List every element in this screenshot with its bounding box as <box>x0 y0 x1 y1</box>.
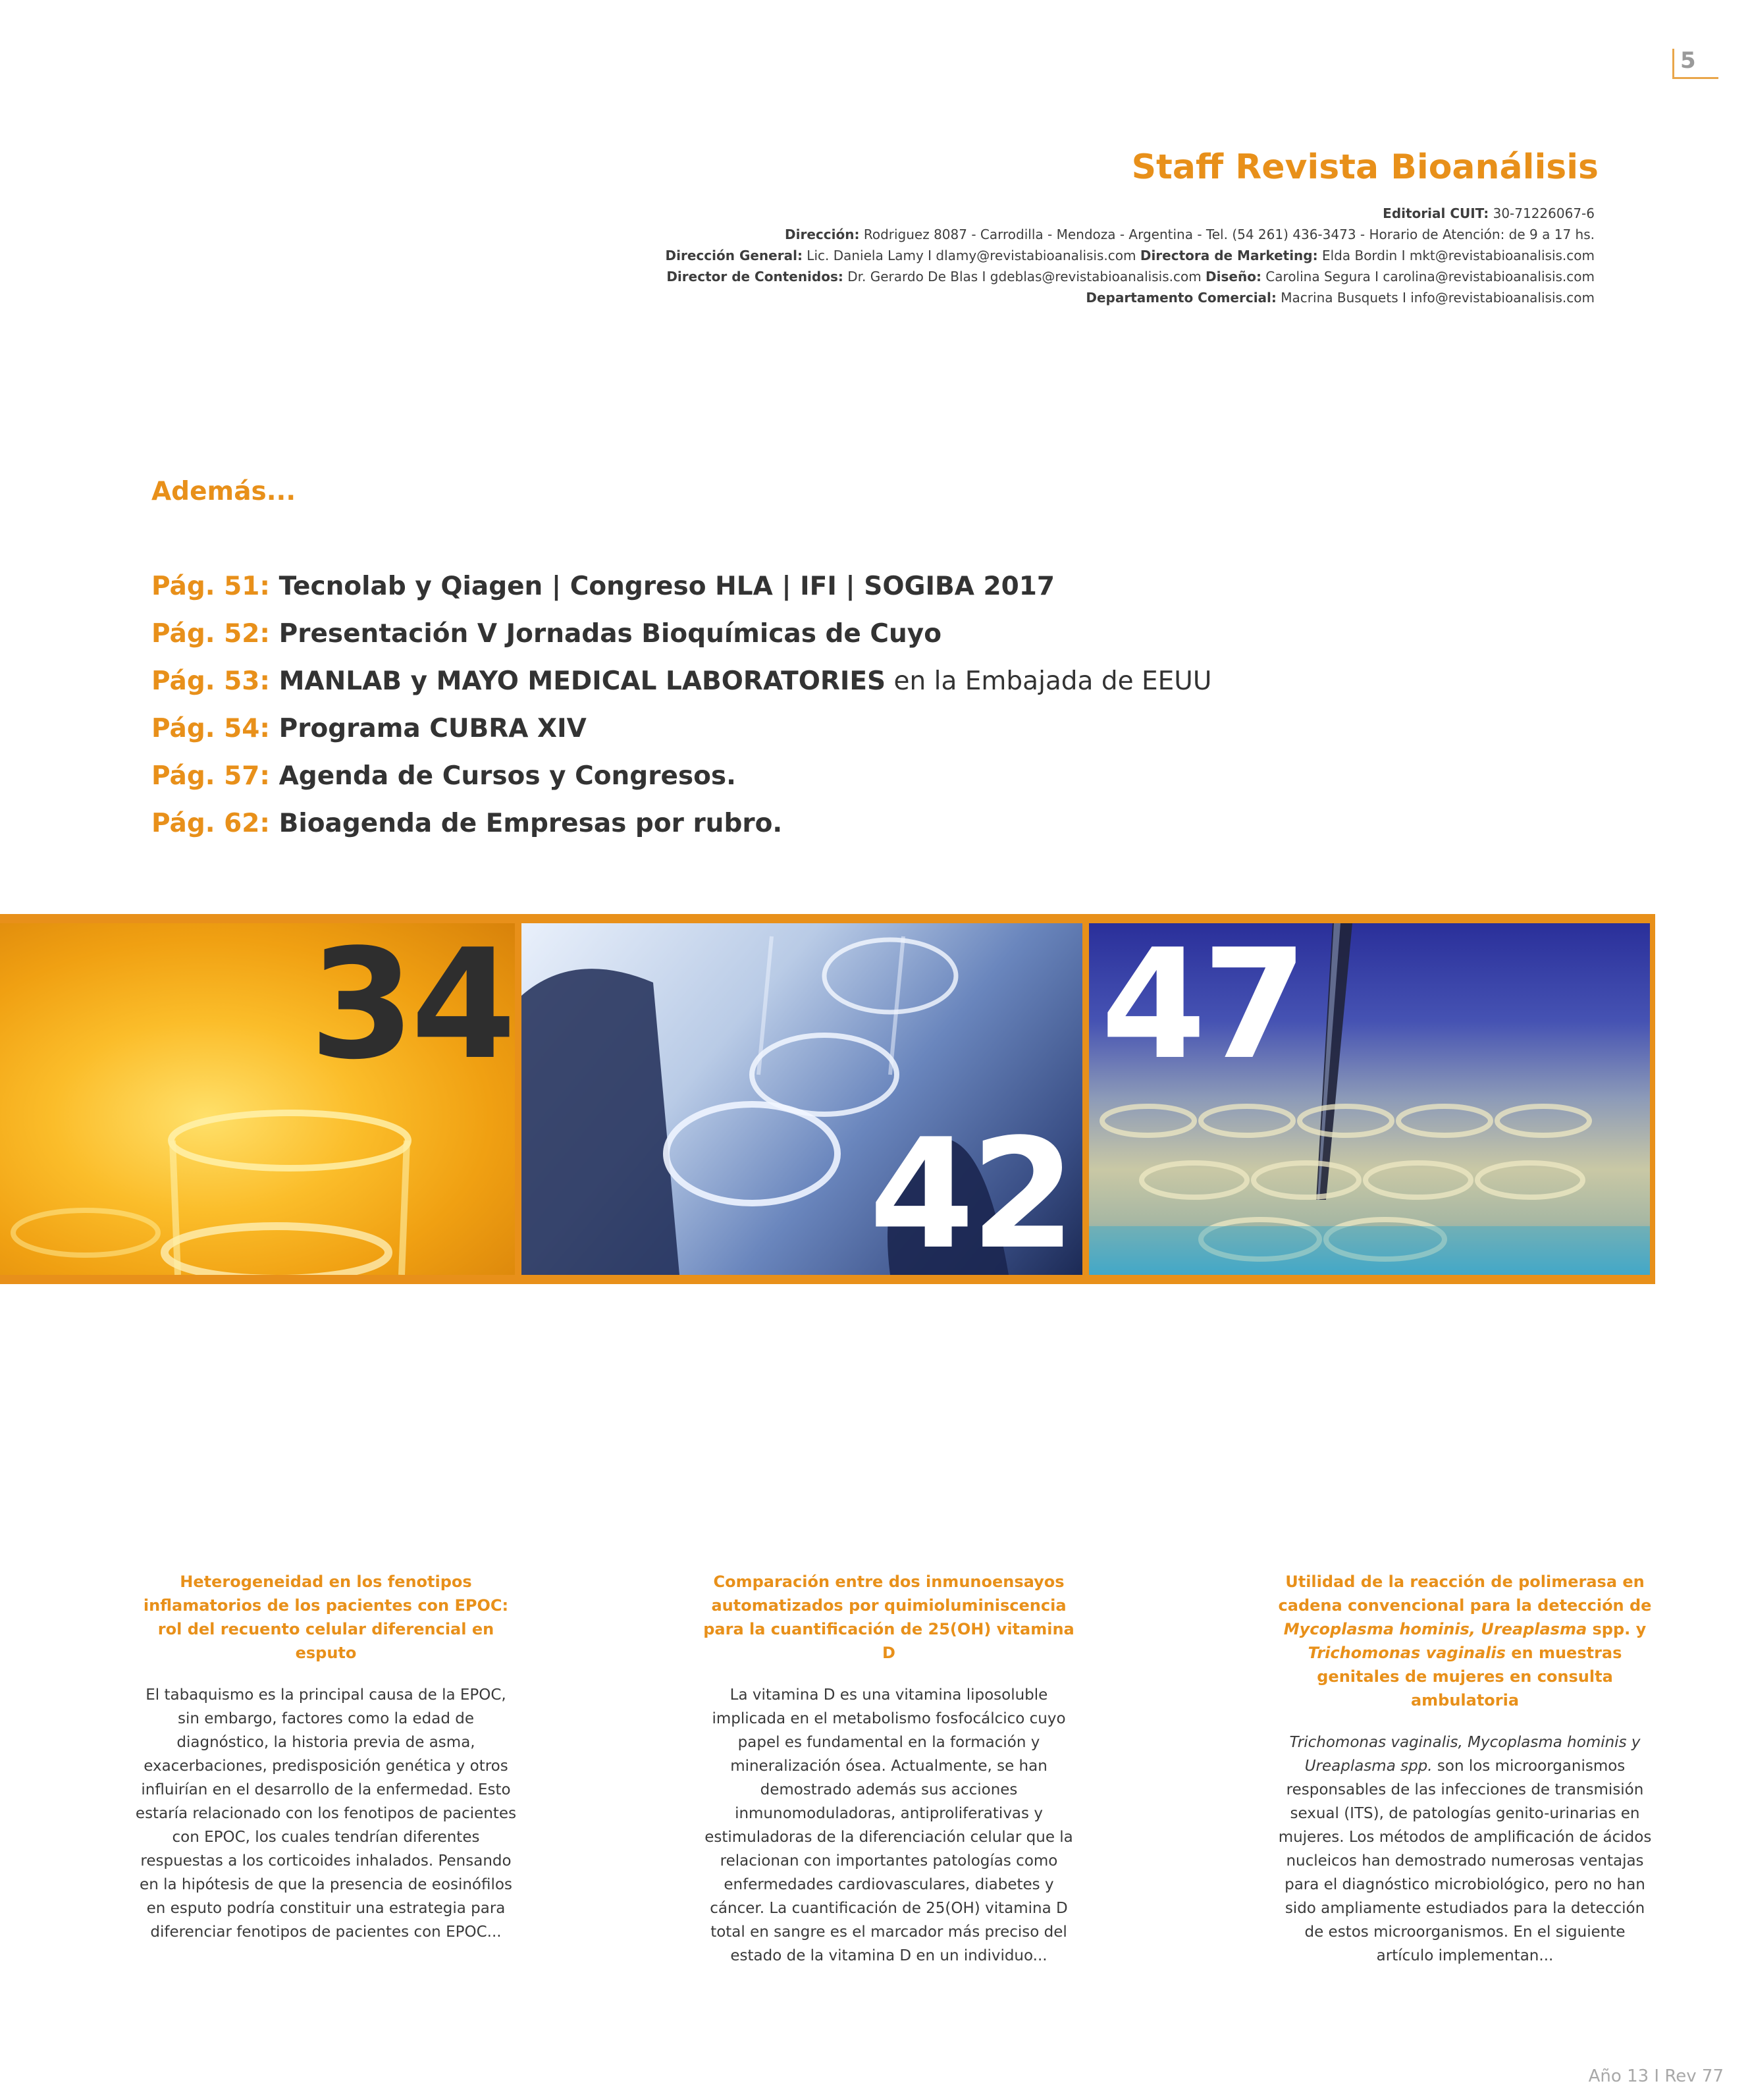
staff-line-contenidos <box>666 269 1595 284</box>
index-page: Pág. 62: <box>151 809 271 838</box>
staff-label: Diseño: <box>1206 269 1261 284</box>
staff-line-cuit <box>1383 205 1595 221</box>
index-item <box>151 714 587 743</box>
article-body-species: Trichomonas vaginalis, Mycoplasma hominis y Ureaplasma spp. <box>1289 1734 1641 1775</box>
staff-line-comercial <box>1086 290 1595 306</box>
index-item <box>151 619 941 649</box>
index-text: Agenda de Cursos y Congresos. <box>270 761 736 791</box>
article-title: Heterogeneidad en los fenotipos inflamatorios de los pacientes con EPOC: rol del recuento celular diferencial en esputo <box>143 1573 509 1662</box>
staff-value: Macrina Busquets I info@revistabioanalisis.com <box>1276 290 1595 306</box>
article-title <box>1274 1570 1656 1712</box>
staff-value: Elda Bordin I mkt@revistabioanalisis.com <box>1317 248 1595 263</box>
staff-label: Dirección General: <box>665 248 803 263</box>
staff-label: Editorial CUIT: <box>1383 205 1489 221</box>
staff-label: Dirección: <box>785 227 860 242</box>
article-mycoplasma <box>1274 1570 1656 1968</box>
staff-label: Departamento Comercial: <box>1086 290 1277 306</box>
staff-value: Lic. Daniela Lamy I dlamy@revistabioanalisis.com <box>802 248 1140 263</box>
article-body-text: son los microorganismos responsables de las infecciones de transmisión sexual (ITS), de patologías genito-urinarias en mujeres. Los métodos de amplificación de ácidos nucleicos han demostrado numerosas ventajas para el diagnóstico microbiológico, pero no han sido ampliamente estudiados para la detección de estos microorganismos. En el siguiente artículo implementan... <box>1278 1758 1652 1964</box>
index-item <box>151 572 1055 601</box>
staff-value: 30-71226067-6 <box>1489 205 1595 221</box>
page-number: 5 <box>1680 47 1696 74</box>
index-item <box>151 761 736 791</box>
article-body <box>1274 1731 1656 1968</box>
staff-value: Rodriguez 8087 - Carrodilla - Mendoza - Argentina - Tel. (54 261) 436-3473 - Horario de Atención: de 9 a 17 hs. <box>859 227 1595 242</box>
index-text: Tecnolab y Qiagen | Congreso HLA | IFI | SOGIBA 2017 <box>270 572 1055 601</box>
index-text: MANLAB y MAYO MEDICAL LABORATORIES <box>270 666 886 696</box>
article-title-part: en muestras genitales de mujeres en consulta ambulatoria <box>1317 1644 1622 1710</box>
index-item <box>151 666 1211 696</box>
article-title-part: spp. y <box>1587 1620 1647 1638</box>
corner-rule-vertical <box>1672 49 1674 79</box>
page-number-47: 47 <box>1101 917 1304 1093</box>
staff-line-address <box>785 227 1595 242</box>
article-epoc <box>135 1570 517 1944</box>
article-title: Comparación entre dos inmunoensayos automatizados por quimioluminiscencia para la cuantificación de 25(OH) vitamina D <box>703 1573 1074 1662</box>
staff-title: Staff Revista Bioanálisis <box>1131 148 1599 187</box>
index-page: Pág. 54: <box>151 714 271 743</box>
article-title-part: Utilidad de la reacción de polimerasa en cadena convencional para la detección de <box>1278 1573 1652 1615</box>
index-page: Pág. 52: <box>151 619 271 649</box>
staff-value: Carolina Segura I carolina@revistabioanalisis.com <box>1261 269 1595 284</box>
issue-footer: Año 13 I Rev 77 <box>1588 2066 1724 2086</box>
staff-line-direccion-general <box>666 248 1595 263</box>
index-text: Bioagenda de Empresas por rubro. <box>270 809 783 838</box>
index-page: Pág. 53: <box>151 666 271 696</box>
index-text: Presentación V Jornadas Bioquímicas de Cuyo <box>270 619 942 649</box>
page-number-34: 34 <box>309 917 513 1093</box>
staff-value: Dr. Gerardo De Blas I gdeblas@revistabioanalisis.com <box>843 269 1206 284</box>
staff-label: Director de Contenidos: <box>666 269 843 284</box>
index-text-suffix: en la Embajada de EEUU <box>886 666 1212 696</box>
article-title-species: Mycoplasma hominis, Ureaplasma <box>1283 1620 1587 1638</box>
article-body: La vitamina D es una vitamina liposoluble implicada en el metabolismo fosfocálcico cuyo papel es fundamental en la formación y mineralización ósea. Actualmente, se han demostrado además sus acciones inmunomoduladoras, antiproliferativas y estimuladoras de la diferenciación celular que la relacionan con importantes patologías como enfermedades cardiovasculares, diabetes y cáncer. La cuantificación de 25(OH) vitamina D total en sangre es el marcador más preciso del estado de la vitamina D en un individuo... <box>704 1686 1073 1964</box>
staff-label: Directora de Marketing: <box>1140 248 1318 263</box>
index-page: Pág. 51: <box>151 572 271 601</box>
article-vitamina-d <box>698 1570 1080 1968</box>
index-item <box>151 809 782 838</box>
index-text: Programa CUBRA XIV <box>270 714 587 743</box>
article-title-species: Trichomonas vaginalis <box>1308 1644 1506 1662</box>
article-body: El tabaquismo es la principal causa de la EPOC, sin embargo, factores como la edad de diagnóstico, la historia previa de asma, exacerbaciones, predisposición genética y otros influirían en el desarrollo de la enfermedad. Esto estaría relacionado con los fenotipos de pacientes con EPOC, los cuales tendrían diferentes respuestas a los corticoides inhalados. Pensando en la hipótesis de que la presencia de eosinófilos en esputo podría constituir una estrategia para diferenciar fenotipos de pacientes con EPOC... <box>135 1686 517 1941</box>
corner-rule-horizontal <box>1672 77 1718 79</box>
ademas-heading: Además... <box>151 477 296 506</box>
index-page: Pág. 57: <box>151 761 271 791</box>
page-number-42: 42 <box>869 1107 1073 1283</box>
